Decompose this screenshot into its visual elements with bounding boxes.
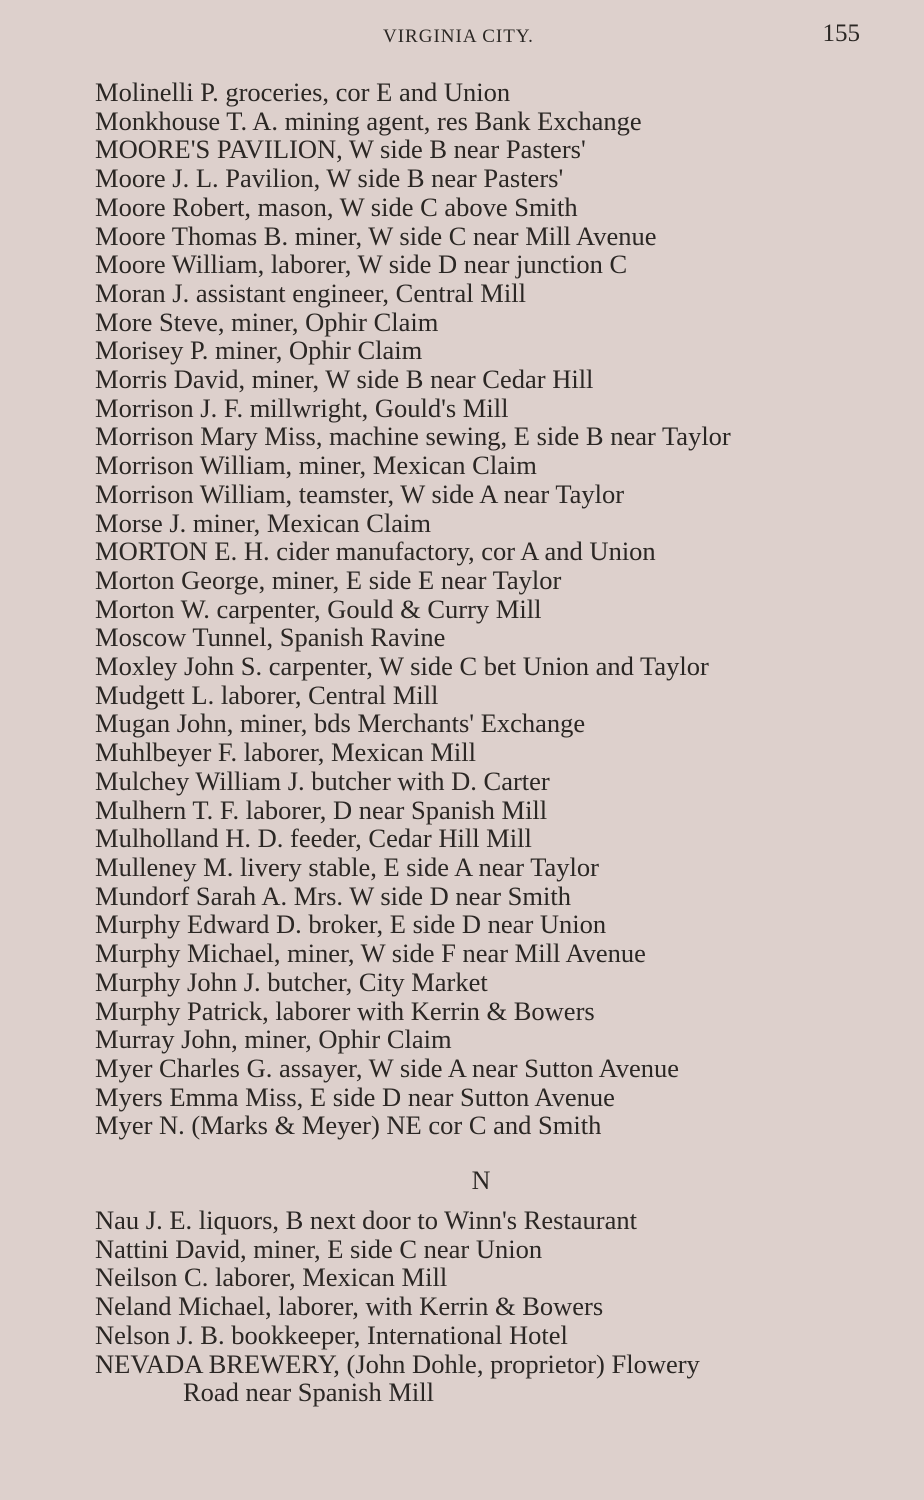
directory-entry: Moore J. L. Pavilion, W side B near Pasters' — [95, 163, 564, 194]
directory-entry: Moore William, laborer, W side D near junction C — [95, 249, 628, 280]
directory-entry: Moxley John S. carpenter, W side C bet Union and Taylor — [95, 651, 709, 682]
directory-entry: Mudgett L. laborer, Central Mill — [95, 679, 439, 710]
directory-entry: Myer N. (Marks & Meyer) NE cor C and Smith — [95, 1110, 602, 1141]
section-heading-letter: N — [471, 1166, 491, 1195]
directory-entry: Morrison Mary Miss, machine sewing, E side B near Taylor — [95, 421, 731, 452]
directory-entry: Nelson J. B. bookkeeper, International Hotel — [95, 1319, 568, 1350]
directory-entry: Murphy Michael, miner, W side F near Mill Avenue — [95, 938, 646, 969]
directory-entry: Muhlbeyer F. laborer, Mexican Mill — [95, 737, 476, 768]
directory-entry: Myers Emma Miss, E side D near Sutton Avenue — [95, 1081, 615, 1112]
directory-entry: MORTON E. H. cider manufactory, cor A and Union — [95, 536, 656, 567]
directory-entry: Molinelli P. groceries, cor E and Union — [95, 77, 511, 107]
directory-entry: Murphy Patrick, laborer with Kerrin & Bowers — [95, 995, 595, 1026]
directory-entry: Murphy Edward D. broker, E side D near Union — [95, 909, 607, 940]
directory-entry: Neilson C. laborer, Mexican Mill — [95, 1262, 448, 1293]
directory-entry: Mulchey William J. butcher with D. Carter — [95, 765, 550, 796]
directory-entry: Mugan John, miner, bds Merchants' Exchange — [95, 708, 586, 739]
directory-entry: Nau J. E. liquors, B next door to Winn's Restaurant — [95, 1205, 637, 1235]
directory-entry: Murray John, miner, Ophir Claim — [95, 1024, 452, 1055]
directory-entry: Morisey P. miner, Ophir Claim — [95, 335, 423, 366]
directory-entry: Moore Robert, mason, W side C above Smith — [95, 191, 578, 222]
page-number: 155 — [822, 20, 860, 47]
directory-entry: Neland Michael, laborer, with Kerrin & Bowers — [95, 1291, 604, 1322]
entry-continuation-line: Road near Spanish Mill — [183, 1377, 434, 1408]
directory-entry: Mundorf Sarah A. Mrs. W side D near Smith — [95, 880, 571, 911]
directory-entries-m — [95, 78, 875, 1140]
directory-entry: Moore Thomas B. miner, W side C near Mill Avenue — [95, 220, 657, 251]
directory-entry: Morrison William, miner, Mexican Claim — [95, 450, 537, 481]
directory-entry: Morrison William, teamster, W side A near Taylor — [95, 478, 625, 509]
entry-first-line: NEVADA BREWERY, (John Dohle, proprietor) Flowery — [95, 1348, 700, 1379]
directory-entry: Morton George, miner, E side E near Taylor — [95, 564, 562, 595]
directory-entry: Mulhern T. F. laborer, D near Spanish Mill — [95, 794, 548, 825]
directory-entry: Moran J. assistant engineer, Central Mill — [95, 277, 526, 308]
directory-entry: Murphy John J. butcher, City Market — [95, 966, 488, 997]
directory-entry: More Steve, miner, Ophir Claim — [95, 306, 439, 337]
directory-entry: Morton W. carpenter, Gould & Curry Mill — [95, 593, 542, 624]
running-title: VIRGINIA CITY. — [383, 26, 534, 47]
directory-entry: Morrison J. F. millwright, Gould's Mill — [95, 392, 509, 423]
directory-entry-wrapped — [95, 1350, 885, 1407]
directory-entry: Myer Charles G. assayer, W side A near Sutton Avenue — [95, 1052, 680, 1083]
directory-entry: Mulholland H. D. feeder, Cedar Hill Mill — [95, 823, 532, 854]
directory-entry: Mulleney M. livery stable, E side A near Taylor — [95, 851, 599, 882]
directory-entry: Morse J. miner, Mexican Claim — [95, 507, 432, 538]
directory-entry: Nattini David, miner, E side C near Union — [95, 1233, 543, 1264]
page-header — [0, 18, 924, 52]
directory-entries-n — [95, 1206, 885, 1407]
directory-entry: Monkhouse T. A. mining agent, res Bank Exchange — [95, 105, 642, 136]
directory-entry: Moscow Tunnel, Spanish Ravine — [95, 622, 446, 653]
directory-entry: Morris David, miner, W side B near Cedar Hill — [95, 364, 594, 395]
directory-entry: MOORE'S PAVILION, W side B near Pasters' — [95, 134, 586, 165]
